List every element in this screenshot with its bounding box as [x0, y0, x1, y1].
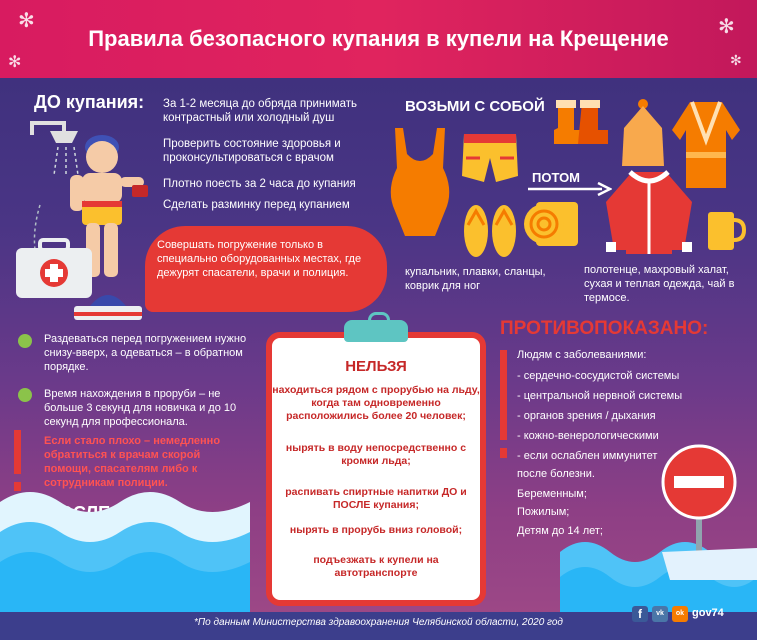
- tip-text: Раздеваться перед погружением нужно снизу-вверх, а одеваться – в обратном порядке.: [44, 333, 247, 373]
- forbidden-item: находиться рядом с прорубью на льду, когда там одновременно расположились более 20 человек;: [272, 384, 480, 422]
- no-entry-sign-icon: [660, 440, 757, 580]
- bring-heading: ВОЗЬМИ С СОБОЙ: [405, 98, 545, 115]
- contra-item: Беременным;: [517, 488, 587, 500]
- warning-mark-dot: [500, 448, 507, 458]
- contra-item: - органов зрения / дыхания: [517, 410, 656, 422]
- page-title: Правила безопасного купания в купели на Крещение: [88, 26, 669, 51]
- forbidden-item: нырять в прорубь вниз головой;: [289, 524, 463, 536]
- forbidden-item: распивать спиртные напитки ДО и ПОСЛЕ купания;: [285, 486, 467, 511]
- forbidden-card: [266, 332, 486, 606]
- arrow-right-icon: [528, 182, 612, 196]
- tip-text: Время нахождения в проруби – не больше 3 секунд для новичка и до 10 секунд для профессионала.: [44, 388, 237, 428]
- vk-icon[interactable]: vk: [652, 606, 668, 622]
- contra-heading: ПРОТИВОПОКАЗАНО:: [500, 318, 709, 339]
- warning-text: Если стало плохо – немедленно обратиться к врачам скорой помощи, спасателям либо к сотрудникам полиции.: [44, 435, 221, 489]
- before-item: Сделать разминку перед купанием: [163, 199, 350, 211]
- towel-icon: [618, 98, 668, 168]
- contra-intro: Людям с заболеваниями:: [517, 349, 647, 361]
- rescue-notice-text: Совершать погружение только в специально оборудованных местах, где дежурят спасатели, врачи и полиция.: [157, 239, 362, 279]
- bullet-dot: [18, 334, 32, 348]
- before-item: Плотно поесть за 2 часа до купания: [163, 178, 356, 190]
- bullet-dot: [18, 388, 32, 402]
- rescue-notice-bubble: [145, 226, 387, 312]
- contra-item: - сердечно-сосудистой системы: [517, 370, 680, 382]
- swim-trunks-icon: [460, 128, 520, 188]
- contra-item: - если ослаблен иммунитет: [517, 450, 658, 462]
- clipboard-clip-icon: [344, 320, 408, 342]
- brand-label[interactable]: gov74: [692, 607, 724, 619]
- contra-item: Пожилым;: [517, 506, 570, 518]
- felt-boots-icon: [552, 98, 610, 148]
- before-heading: ДО купания:: [34, 92, 145, 112]
- later-items-caption: полотенце, махровый халат, сухая и теплая одежда, чай в термосе.: [584, 264, 735, 304]
- forbidden-item: нырять в воду непосредственно с кромки льда;: [285, 442, 467, 467]
- warning-mark-icon: [14, 430, 21, 474]
- facebook-icon[interactable]: f: [632, 606, 648, 622]
- forbidden-heading: НЕЛЬЗЯ: [345, 358, 407, 375]
- before-item: Проверить состояние здоровья и проконсультироваться с врачом: [163, 138, 341, 164]
- snowflake-icon: ✻: [730, 52, 742, 68]
- contra-item: после болезни.: [517, 468, 595, 480]
- siren-light-icon: [72, 284, 144, 322]
- contra-item: - кожно-венерологическими: [517, 430, 659, 442]
- snowflake-icon: ✻: [8, 54, 22, 71]
- source-note: *По данным Министерства здравоохранения Челябинской области, 2020 год: [194, 617, 563, 628]
- water-waves-left: [0, 482, 250, 612]
- swimsuit-icon: [385, 128, 455, 240]
- contra-item: Детям до 14 лет;: [517, 525, 603, 537]
- snowflake-icon: ✻: [718, 16, 735, 38]
- warning-mark-icon: [500, 350, 507, 440]
- before-item: За 1-2 месяца до обряда принимать контрастный или холодный душ: [163, 98, 358, 124]
- contra-item: - центральной нервной системы: [517, 390, 683, 402]
- ok-icon[interactable]: ok: [672, 606, 688, 622]
- foot-mat-icon: [522, 200, 580, 248]
- winter-jacket-icon: [602, 168, 696, 256]
- tea-mug-icon: [706, 206, 746, 252]
- later-label: ПОТОМ: [532, 170, 581, 185]
- bring-items-caption: купальник, плавки, сланцы, коврик для ног: [405, 266, 546, 292]
- snowflake-icon: ✻: [18, 10, 35, 32]
- forbidden-item: подъезжать к купели на автотранспорте: [313, 554, 439, 579]
- flip-flops-icon: [460, 203, 522, 259]
- header-banner: [0, 0, 757, 78]
